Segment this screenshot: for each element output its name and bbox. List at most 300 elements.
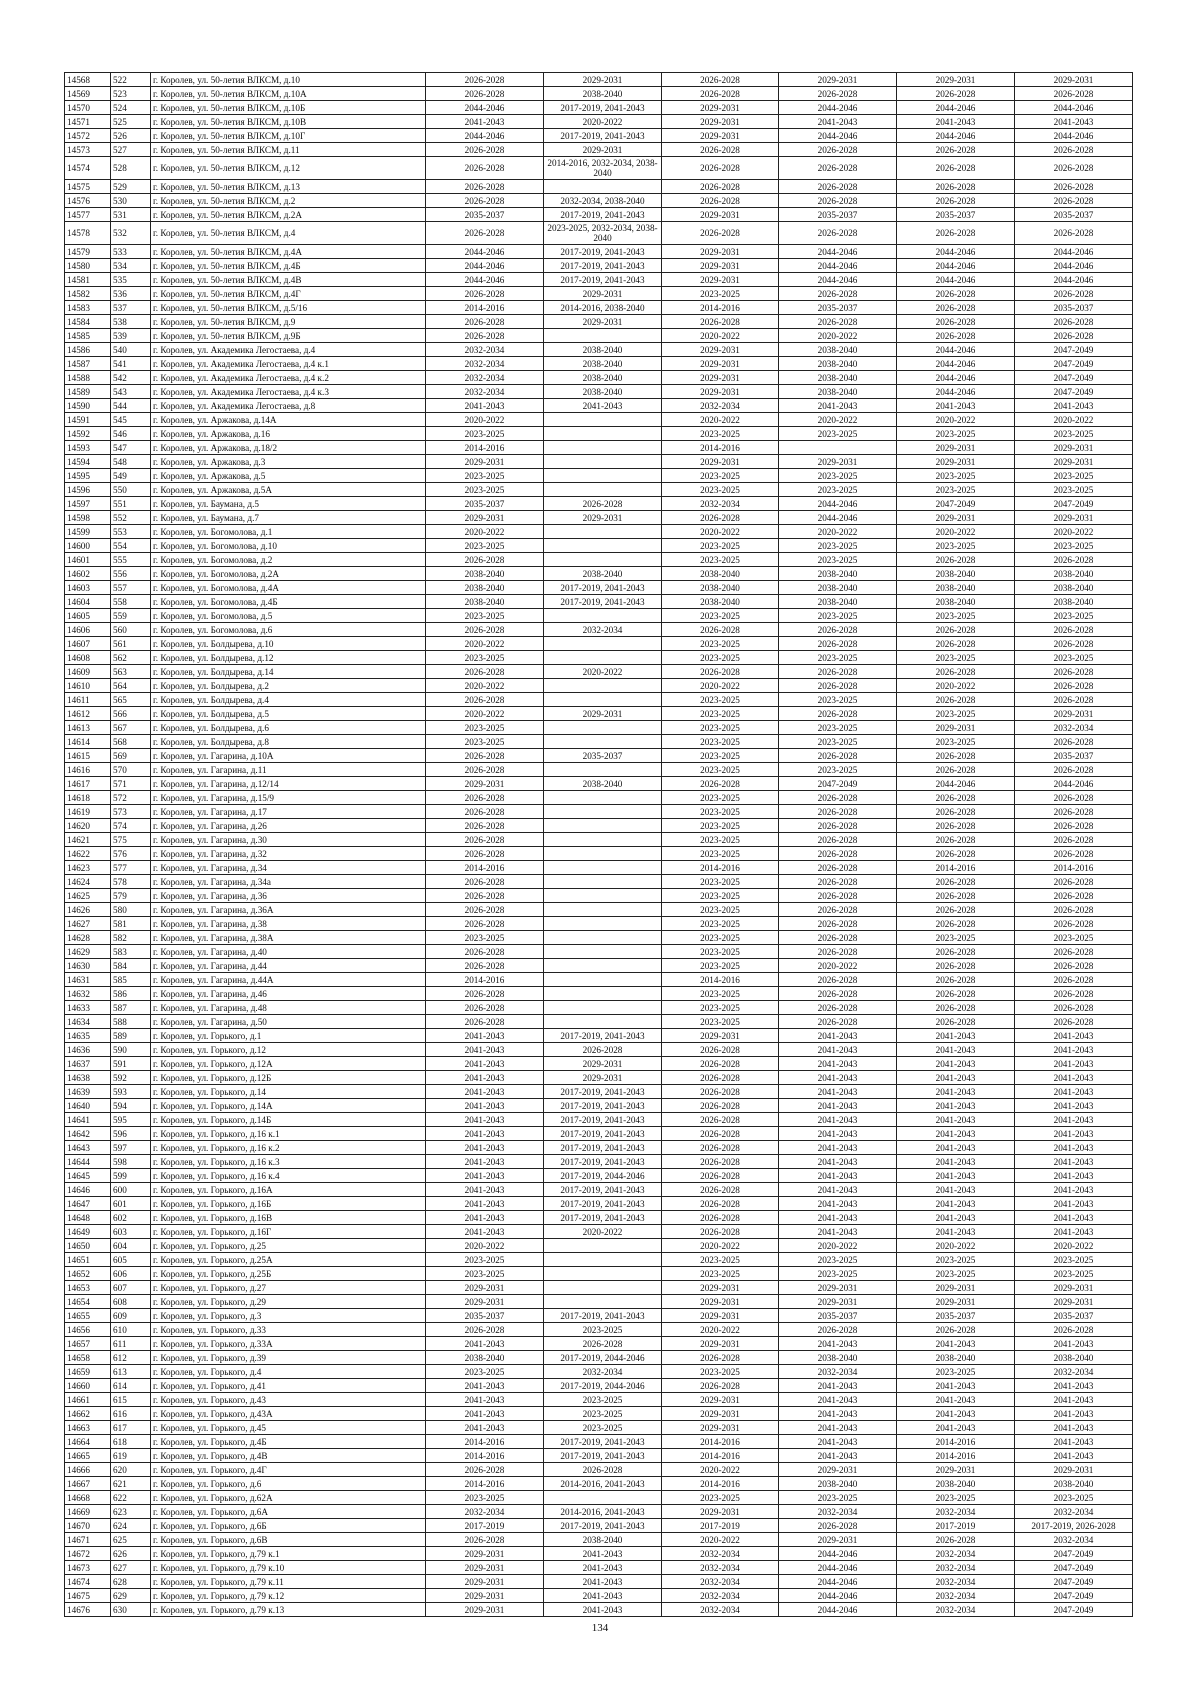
period-cell-2: 2020-2022 <box>544 115 662 129</box>
period-cell-6: 2023-2025 <box>1015 1253 1133 1267</box>
period-cell-2: 2017-2019, 2041-2043 <box>544 101 662 115</box>
period-cell-3: 2026-2028 <box>662 1057 779 1071</box>
period-cell-5: 2020-2022 <box>897 679 1015 693</box>
period-cell-4: 2038-2040 <box>779 567 897 581</box>
period-cell-2 <box>544 679 662 693</box>
period-cell-5: 2041-2043 <box>897 115 1015 129</box>
period-cell-5: 2044-2046 <box>897 273 1015 287</box>
item-number-cell: 535 <box>111 273 151 287</box>
period-cell-1: 2014-2016 <box>426 1449 544 1463</box>
address-cell: г. Королев, ул. Гагарина, д.34а <box>151 875 426 889</box>
period-cell-5: 2026-2028 <box>897 1323 1015 1337</box>
period-cell-1: 2026-2028 <box>426 791 544 805</box>
period-cell-2 <box>544 539 662 553</box>
period-cell-2 <box>544 1281 662 1295</box>
address-cell: г. Королев, ул. Горького, д.33А <box>151 1337 426 1351</box>
period-cell-3: 2023-2025 <box>662 749 779 763</box>
period-cell-6: 2026-2028 <box>1015 87 1133 101</box>
period-cell-6: 2047-2049 <box>1015 343 1133 357</box>
period-cell-2: 2026-2028 <box>544 1043 662 1057</box>
period-cell-5: 2026-2028 <box>897 194 1015 208</box>
period-cell-2: 2026-2028 <box>544 1463 662 1477</box>
row-number-cell: 14673 <box>65 1561 111 1575</box>
item-number-cell: 526 <box>111 129 151 143</box>
period-cell-4: 2026-2028 <box>779 623 897 637</box>
period-cell-2 <box>544 693 662 707</box>
period-cell-2: 2026-2028 <box>544 1337 662 1351</box>
period-cell-4: 2038-2040 <box>779 357 897 371</box>
period-cell-2 <box>544 1001 662 1015</box>
period-cell-1: 2026-2028 <box>426 1015 544 1029</box>
row-number-cell: 14608 <box>65 651 111 665</box>
table-row <box>65 791 1133 805</box>
period-cell-2: 2017-2019, 2041-2043 <box>544 1435 662 1449</box>
period-cell-1: 2029-2031 <box>426 1561 544 1575</box>
address-cell: г. Королев, ул. Академика Легостаева, д.4 к.2 <box>151 371 426 385</box>
table-row <box>65 143 1133 157</box>
period-cell-3: 2029-2031 <box>662 273 779 287</box>
table-row <box>65 651 1133 665</box>
item-number-cell: 524 <box>111 101 151 115</box>
period-cell-1: 2041-2043 <box>426 1183 544 1197</box>
address-cell: г. Королев, ул. Болдырева, д.2 <box>151 679 426 693</box>
period-cell-1: 2032-2034 <box>426 385 544 399</box>
address-cell: г. Королев, ул. Болдырева, д.8 <box>151 735 426 749</box>
period-cell-4: 2041-2043 <box>779 1071 897 1085</box>
period-cell-2: 2032-2034 <box>544 623 662 637</box>
item-number-cell: 617 <box>111 1421 151 1435</box>
item-number-cell: 630 <box>111 1603 151 1617</box>
row-number-cell: 14640 <box>65 1099 111 1113</box>
period-cell-5: 2041-2043 <box>897 1337 1015 1351</box>
item-number-cell: 616 <box>111 1407 151 1421</box>
item-number-cell: 574 <box>111 819 151 833</box>
period-cell-1: 2041-2043 <box>426 399 544 413</box>
period-cell-1: 2023-2025 <box>426 1267 544 1281</box>
address-cell: г. Королев, ул. Горького, д.79 к.1 <box>151 1547 426 1561</box>
table-row <box>65 115 1133 129</box>
period-cell-1: 2026-2028 <box>426 875 544 889</box>
period-cell-5: 2044-2046 <box>897 101 1015 115</box>
address-cell: г. Королев, ул. Богомолова, д.4А <box>151 581 426 595</box>
item-number-cell: 625 <box>111 1533 151 1547</box>
table-row <box>65 357 1133 371</box>
period-cell-5: 2041-2043 <box>897 1421 1015 1435</box>
period-cell-2 <box>544 469 662 483</box>
period-cell-5: 2026-2028 <box>897 847 1015 861</box>
address-cell: г. Королев, ул. Болдырева, д.6 <box>151 721 426 735</box>
address-cell: г. Королев, ул. Гагарина, д.36 <box>151 889 426 903</box>
item-number-cell: 584 <box>111 959 151 973</box>
address-cell: г. Королев, ул. Гагарина, д.17 <box>151 805 426 819</box>
schedule-table <box>64 72 1133 1617</box>
period-cell-6: 2041-2043 <box>1015 1337 1133 1351</box>
period-cell-6: 2041-2043 <box>1015 1155 1133 1169</box>
item-number-cell: 597 <box>111 1141 151 1155</box>
period-cell-3: 2029-2031 <box>662 1505 779 1519</box>
period-cell-1: 2026-2028 <box>426 987 544 1001</box>
period-cell-4: 2023-2025 <box>779 1267 897 1281</box>
item-number-cell: 621 <box>111 1477 151 1491</box>
period-cell-6: 2026-2028 <box>1015 1001 1133 1015</box>
address-cell: г. Королев, ул. Болдырева, д.4 <box>151 693 426 707</box>
period-cell-3: 2029-2031 <box>662 1309 779 1323</box>
period-cell-3: 2020-2022 <box>662 413 779 427</box>
period-cell-6: 2041-2043 <box>1015 1407 1133 1421</box>
period-cell-4: 2026-2028 <box>779 87 897 101</box>
period-cell-4 <box>779 441 897 455</box>
period-cell-3: 2026-2028 <box>662 1225 779 1239</box>
address-cell: г. Королев, ул. Гагарина, д.44 <box>151 959 426 973</box>
period-cell-5: 2041-2043 <box>897 1127 1015 1141</box>
row-number-cell: 14641 <box>65 1113 111 1127</box>
table-row <box>65 455 1133 469</box>
period-cell-6: 2044-2046 <box>1015 259 1133 273</box>
period-cell-1: 2023-2025 <box>426 609 544 623</box>
item-number-cell: 566 <box>111 707 151 721</box>
period-cell-6: 2020-2022 <box>1015 1239 1133 1253</box>
period-cell-2 <box>544 735 662 749</box>
period-cell-3: 2023-2025 <box>662 931 779 945</box>
address-cell: г. Королев, ул. 50-летия ВЛКСМ, д.10А <box>151 87 426 101</box>
period-cell-1: 2029-2031 <box>426 1603 544 1617</box>
period-cell-4: 2044-2046 <box>779 1561 897 1575</box>
period-cell-2: 2038-2040 <box>544 87 662 101</box>
row-number-cell: 14571 <box>65 115 111 129</box>
address-cell: г. Королев, ул. Гагарина, д.44А <box>151 973 426 987</box>
period-cell-2: 2017-2019, 2041-2043 <box>544 1211 662 1225</box>
period-cell-2: 2014-2016, 2032-2034, 2038-2040 <box>544 157 662 180</box>
period-cell-5: 2041-2043 <box>897 1071 1015 1085</box>
item-number-cell: 538 <box>111 315 151 329</box>
item-number-cell: 582 <box>111 931 151 945</box>
address-cell: г. Королев, ул. Горького, д.6 <box>151 1477 426 1491</box>
period-cell-2 <box>544 1267 662 1281</box>
row-number-cell: 14575 <box>65 180 111 194</box>
period-cell-4: 2041-2043 <box>779 1043 897 1057</box>
item-number-cell: 588 <box>111 1015 151 1029</box>
period-cell-2: 2017-2019, 2041-2043 <box>544 595 662 609</box>
period-cell-3: 2023-2025 <box>662 553 779 567</box>
table-row <box>65 245 1133 259</box>
address-cell: г. Королев, ул. Богомолова, д.1 <box>151 525 426 539</box>
period-cell-6: 2029-2031 <box>1015 511 1133 525</box>
table-row <box>65 1001 1133 1015</box>
table-row <box>65 259 1133 273</box>
period-cell-2: 2032-2034, 2038-2040 <box>544 194 662 208</box>
period-cell-6: 2047-2049 <box>1015 371 1133 385</box>
period-cell-5: 2026-2028 <box>897 791 1015 805</box>
period-cell-6: 2026-2028 <box>1015 735 1133 749</box>
item-number-cell: 604 <box>111 1239 151 1253</box>
period-cell-6: 2023-2025 <box>1015 1491 1133 1505</box>
period-cell-5: 2023-2025 <box>897 427 1015 441</box>
row-number-cell: 14597 <box>65 497 111 511</box>
period-cell-4: 2041-2043 <box>779 1099 897 1113</box>
row-number-cell: 14605 <box>65 609 111 623</box>
period-cell-6: 2047-2049 <box>1015 357 1133 371</box>
period-cell-3: 2029-2031 <box>662 129 779 143</box>
period-cell-6: 2014-2016 <box>1015 861 1133 875</box>
period-cell-1: 2041-2043 <box>426 1113 544 1127</box>
period-cell-2 <box>544 903 662 917</box>
period-cell-2: 2017-2019, 2041-2043 <box>544 1183 662 1197</box>
item-number-cell: 569 <box>111 749 151 763</box>
address-cell: г. Королев, ул. 50-летия ВЛКСМ, д.4Б <box>151 259 426 273</box>
period-cell-5: 2020-2022 <box>897 1239 1015 1253</box>
item-number-cell: 609 <box>111 1309 151 1323</box>
period-cell-2: 2017-2019, 2041-2043 <box>544 259 662 273</box>
period-cell-2: 2029-2031 <box>544 287 662 301</box>
period-cell-3: 2029-2031 <box>662 1281 779 1295</box>
period-cell-3: 2026-2028 <box>662 511 779 525</box>
item-number-cell: 576 <box>111 847 151 861</box>
row-number-cell: 14632 <box>65 987 111 1001</box>
table-row <box>65 1337 1133 1351</box>
period-cell-3: 2023-2025 <box>662 833 779 847</box>
period-cell-2: 2023-2025 <box>544 1323 662 1337</box>
period-cell-2 <box>544 553 662 567</box>
item-number-cell: 599 <box>111 1169 151 1183</box>
item-number-cell: 585 <box>111 973 151 987</box>
address-cell: г. Королев, ул. Болдырева, д.5 <box>151 707 426 721</box>
period-cell-2: 2017-2019, 2041-2043 <box>544 1127 662 1141</box>
period-cell-6: 2026-2028 <box>1015 222 1133 245</box>
period-cell-5: 2041-2043 <box>897 1113 1015 1127</box>
period-cell-1: 2026-2028 <box>426 763 544 777</box>
period-cell-3: 2038-2040 <box>662 595 779 609</box>
period-cell-1: 2026-2028 <box>426 749 544 763</box>
period-cell-5: 2047-2049 <box>897 497 1015 511</box>
table-row <box>65 595 1133 609</box>
address-cell: г. Королев, ул. Горького, д.16 к.4 <box>151 1169 426 1183</box>
period-cell-6: 2038-2040 <box>1015 1477 1133 1491</box>
item-number-cell: 590 <box>111 1043 151 1057</box>
period-cell-4: 2041-2043 <box>779 399 897 413</box>
item-number-cell: 546 <box>111 427 151 441</box>
period-cell-3: 2029-2031 <box>662 1421 779 1435</box>
address-cell: г. Королев, ул. Горького, д.4В <box>151 1449 426 1463</box>
item-number-cell: 620 <box>111 1463 151 1477</box>
address-cell: г. Королев, ул. Гагарина, д.26 <box>151 819 426 833</box>
table-row <box>65 1463 1133 1477</box>
period-cell-4: 2044-2046 <box>779 1575 897 1589</box>
address-cell: г. Королев, ул. Горького, д.1 <box>151 1029 426 1043</box>
period-cell-5: 2041-2043 <box>897 1085 1015 1099</box>
table-row <box>65 483 1133 497</box>
period-cell-6: 2032-2034 <box>1015 1505 1133 1519</box>
period-cell-4: 2026-2028 <box>779 679 897 693</box>
address-cell: г. Королев, ул. Горького, д.4Г <box>151 1463 426 1477</box>
period-cell-3: 2026-2028 <box>662 1351 779 1365</box>
period-cell-1: 2026-2028 <box>426 945 544 959</box>
item-number-cell: 527 <box>111 143 151 157</box>
item-number-cell: 602 <box>111 1211 151 1225</box>
period-cell-1: 2044-2046 <box>426 259 544 273</box>
period-cell-3: 2020-2022 <box>662 1323 779 1337</box>
period-cell-5: 2044-2046 <box>897 129 1015 143</box>
period-cell-1: 2029-2031 <box>426 1281 544 1295</box>
table-row <box>65 609 1133 623</box>
period-cell-6: 2026-2028 <box>1015 315 1133 329</box>
period-cell-3: 2023-2025 <box>662 721 779 735</box>
period-cell-3: 2032-2034 <box>662 1575 779 1589</box>
period-cell-1: 2023-2025 <box>426 483 544 497</box>
row-number-cell: 14568 <box>65 73 111 87</box>
row-number-cell: 14652 <box>65 1267 111 1281</box>
item-number-cell: 562 <box>111 651 151 665</box>
period-cell-4: 2041-2043 <box>779 1169 897 1183</box>
period-cell-6: 2026-2028 <box>1015 875 1133 889</box>
table-row <box>65 917 1133 931</box>
address-cell: г. Королев, ул. Болдырева, д.10 <box>151 637 426 651</box>
period-cell-3: 2014-2016 <box>662 861 779 875</box>
item-number-cell: 554 <box>111 539 151 553</box>
period-cell-5: 2029-2031 <box>897 73 1015 87</box>
table-row <box>65 180 1133 194</box>
period-cell-2 <box>544 847 662 861</box>
period-cell-4: 2029-2031 <box>779 1295 897 1309</box>
period-cell-6: 2023-2025 <box>1015 1267 1133 1281</box>
period-cell-5: 2026-2028 <box>897 637 1015 651</box>
period-cell-5: 2026-2028 <box>897 987 1015 1001</box>
period-cell-5: 2026-2028 <box>897 222 1015 245</box>
period-cell-6: 2020-2022 <box>1015 413 1133 427</box>
row-number-cell: 14658 <box>65 1351 111 1365</box>
table-row <box>65 973 1133 987</box>
item-number-cell: 611 <box>111 1337 151 1351</box>
schedule-table-wrapper <box>64 72 1132 1617</box>
period-cell-3: 2023-2025 <box>662 987 779 1001</box>
item-number-cell: 587 <box>111 1001 151 1015</box>
row-number-cell: 14631 <box>65 973 111 987</box>
table-row <box>65 301 1133 315</box>
period-cell-5: 2023-2025 <box>897 483 1015 497</box>
period-cell-4: 2026-2028 <box>779 1323 897 1337</box>
period-cell-1: 2026-2028 <box>426 959 544 973</box>
period-cell-6: 2041-2043 <box>1015 115 1133 129</box>
table-row <box>65 1169 1133 1183</box>
table-row <box>65 1295 1133 1309</box>
period-cell-2: 2017-2019, 2041-2043 <box>544 1113 662 1127</box>
period-cell-1: 2026-2028 <box>426 287 544 301</box>
period-cell-3: 2026-2028 <box>662 1379 779 1393</box>
address-cell: г. Королев, ул. 50-летия ВЛКСМ, д.12 <box>151 157 426 180</box>
period-cell-4: 2035-2037 <box>779 1309 897 1323</box>
period-cell-3: 2023-2025 <box>662 903 779 917</box>
period-cell-3: 2029-2031 <box>662 259 779 273</box>
period-cell-1: 2041-2043 <box>426 1197 544 1211</box>
period-cell-2 <box>544 763 662 777</box>
period-cell-1: 2044-2046 <box>426 273 544 287</box>
period-cell-2 <box>544 1295 662 1309</box>
item-number-cell: 589 <box>111 1029 151 1043</box>
period-cell-3: 2026-2028 <box>662 1127 779 1141</box>
period-cell-6: 2047-2049 <box>1015 385 1133 399</box>
period-cell-2: 2023-2025 <box>544 1421 662 1435</box>
period-cell-1: 2023-2025 <box>426 931 544 945</box>
period-cell-6: 2026-2028 <box>1015 679 1133 693</box>
address-cell: г. Королев, ул. Гагарина, д.46 <box>151 987 426 1001</box>
period-cell-2 <box>544 931 662 945</box>
row-number-cell: 14671 <box>65 1533 111 1547</box>
period-cell-6: 2020-2022 <box>1015 525 1133 539</box>
period-cell-5: 2038-2040 <box>897 1477 1015 1491</box>
item-number-cell: 605 <box>111 1253 151 1267</box>
period-cell-1: 2014-2016 <box>426 861 544 875</box>
period-cell-1: 2020-2022 <box>426 637 544 651</box>
period-cell-3: 2023-2025 <box>662 1253 779 1267</box>
period-cell-3: 2023-2025 <box>662 1267 779 1281</box>
period-cell-1: 2026-2028 <box>426 903 544 917</box>
period-cell-6: 2041-2043 <box>1015 1057 1133 1071</box>
period-cell-4: 2041-2043 <box>779 1435 897 1449</box>
period-cell-2 <box>544 637 662 651</box>
address-cell: г. Королев, ул. Горького, д.4 <box>151 1365 426 1379</box>
table-row <box>65 469 1133 483</box>
period-cell-3: 2023-2025 <box>662 875 779 889</box>
row-number-cell: 14656 <box>65 1323 111 1337</box>
period-cell-6: 2029-2031 <box>1015 1281 1133 1295</box>
row-number-cell: 14670 <box>65 1519 111 1533</box>
period-cell-3: 2014-2016 <box>662 1477 779 1491</box>
row-number-cell: 14619 <box>65 805 111 819</box>
period-cell-3: 2023-2025 <box>662 791 779 805</box>
period-cell-5: 2026-2028 <box>897 945 1015 959</box>
item-number-cell: 622 <box>111 1491 151 1505</box>
period-cell-6: 2041-2043 <box>1015 1169 1133 1183</box>
item-number-cell: 628 <box>111 1575 151 1589</box>
period-cell-3: 2023-2025 <box>662 945 779 959</box>
row-number-cell: 14578 <box>65 222 111 245</box>
period-cell-4: 2026-2028 <box>779 917 897 931</box>
item-number-cell: 545 <box>111 413 151 427</box>
period-cell-5: 2041-2043 <box>897 1197 1015 1211</box>
table-row <box>65 511 1133 525</box>
period-cell-6: 2044-2046 <box>1015 245 1133 259</box>
period-cell-2: 2041-2043 <box>544 1603 662 1617</box>
period-cell-6: 2023-2025 <box>1015 483 1133 497</box>
period-cell-5: 2026-2028 <box>897 959 1015 973</box>
period-cell-2 <box>544 791 662 805</box>
item-number-cell: 568 <box>111 735 151 749</box>
period-cell-4: 2029-2031 <box>779 1281 897 1295</box>
period-cell-2: 2017-2019, 2041-2043 <box>544 1085 662 1099</box>
table-row <box>65 805 1133 819</box>
period-cell-2: 2041-2043 <box>544 1575 662 1589</box>
period-cell-1: 2032-2034 <box>426 371 544 385</box>
period-cell-5: 2014-2016 <box>897 861 1015 875</box>
row-number-cell: 14586 <box>65 343 111 357</box>
address-cell: г. Королев, ул. Аржакова, д.18/2 <box>151 441 426 455</box>
row-number-cell: 14648 <box>65 1211 111 1225</box>
period-cell-5: 2026-2028 <box>897 805 1015 819</box>
period-cell-3: 2023-2025 <box>662 609 779 623</box>
period-cell-5: 2026-2028 <box>897 553 1015 567</box>
period-cell-2: 2023-2025 <box>544 1407 662 1421</box>
address-cell: г. Королев, ул. 50-летия ВЛКСМ, д.2 <box>151 194 426 208</box>
address-cell: г. Королев, ул. Гагарина, д.34 <box>151 861 426 875</box>
period-cell-3: 2023-2025 <box>662 1491 779 1505</box>
period-cell-5: 2041-2043 <box>897 1211 1015 1225</box>
period-cell-6: 2041-2043 <box>1015 1393 1133 1407</box>
item-number-cell: 550 <box>111 483 151 497</box>
period-cell-3: 2029-2031 <box>662 208 779 222</box>
address-cell: г. Королев, ул. Горького, д.14Б <box>151 1113 426 1127</box>
table-row <box>65 1183 1133 1197</box>
row-number-cell: 14612 <box>65 707 111 721</box>
period-cell-5: 2023-2025 <box>897 1491 1015 1505</box>
